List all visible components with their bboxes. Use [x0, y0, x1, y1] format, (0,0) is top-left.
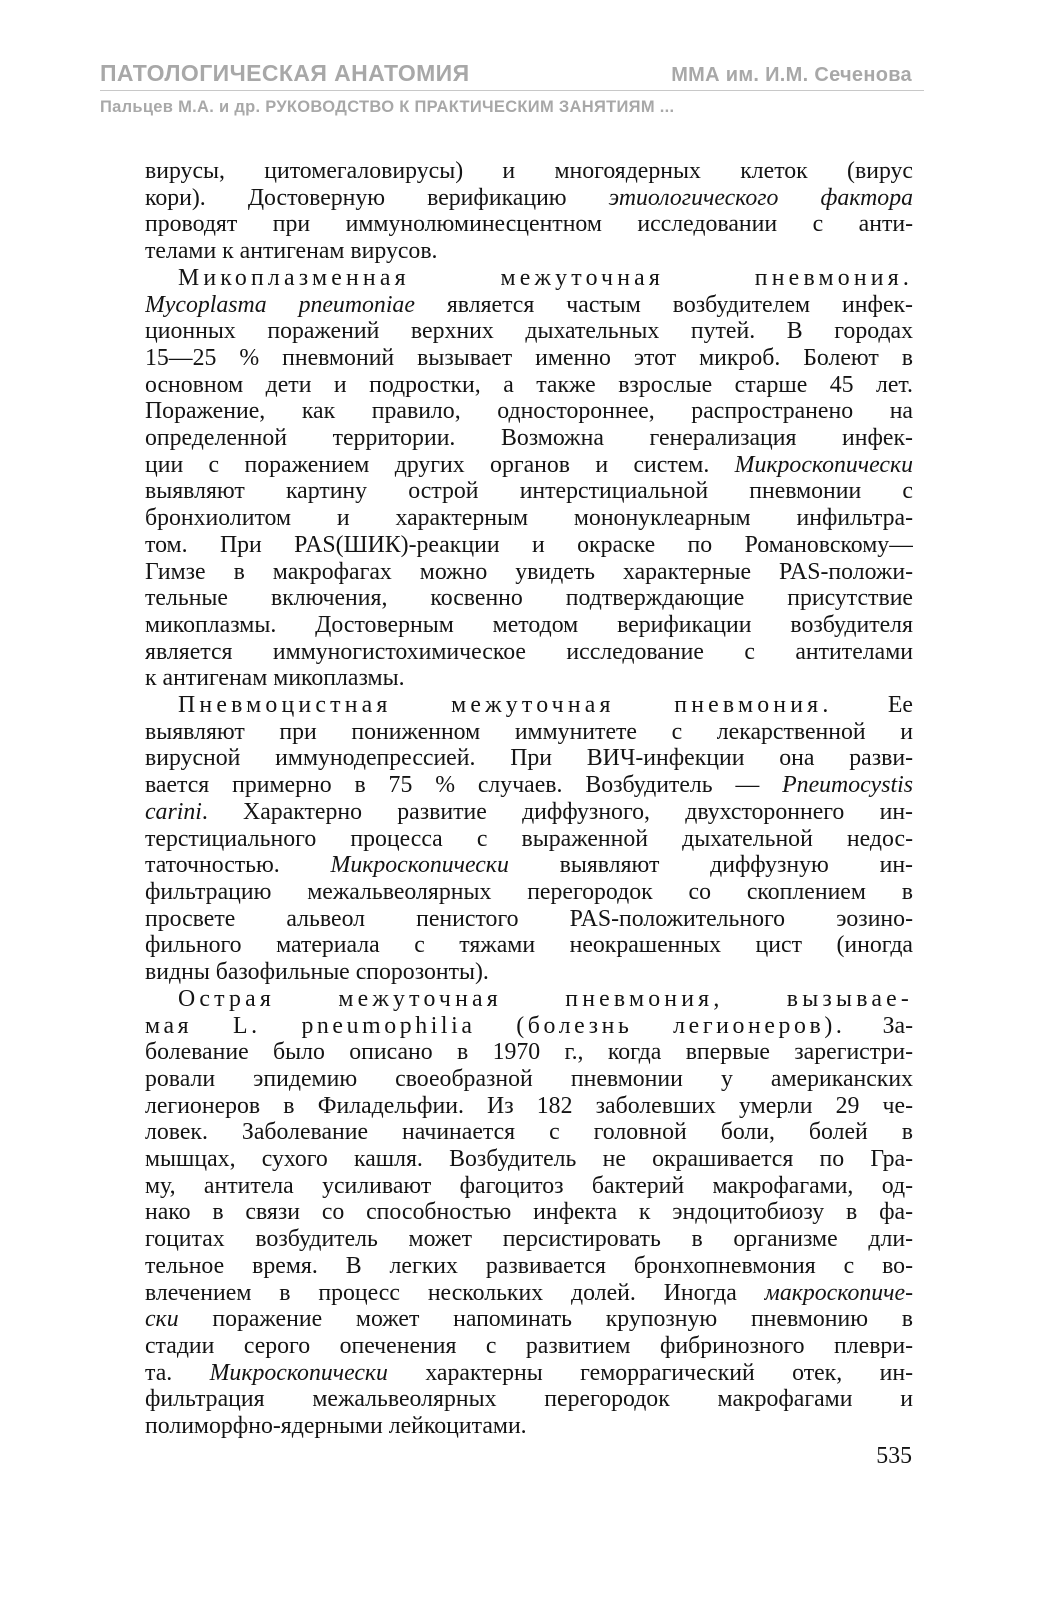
- text-line: видны базофильные спорозонты).: [145, 959, 489, 986]
- text-line: выявляют при пониженном иммунитете с лекарственной и: [145, 718, 913, 745]
- emphasis: Микроскопически: [209, 1359, 388, 1386]
- emphasis: макроскопиче-: [764, 1279, 913, 1306]
- text-line: Mycoplasma pneumoniae является частым возбудителем инфек-: [145, 291, 913, 318]
- header-book-title: ПАТОЛОГИЧЕСКАЯ АНАТОМИЯ: [100, 60, 470, 86]
- text-line: влечением в процесс нескольких долей. Иногда макроскопиче-: [145, 1279, 913, 1306]
- text-line: таточностью. Микроскопически выявляют диффузную ин-: [145, 852, 913, 879]
- text-line: ловек. Заболевание начинается с головной боли, болей в: [145, 1119, 913, 1146]
- emphasis: Pneumocystis: [782, 772, 913, 799]
- text-line: том. При PAS(ШИК)-реакции и окраске по Романовскому—: [145, 531, 913, 558]
- text-line: фильтрация межальвеолярных перегородок макрофагами и: [145, 1386, 913, 1413]
- text-line: мышцах, сухого кашля. Возбудитель не окрашивается по Гра-: [145, 1146, 913, 1173]
- running-header: [100, 60, 912, 87]
- text-line: кори). Достоверную верификацию этиологического фактора: [145, 184, 913, 211]
- header-institution: ММА им. И.М. Сеченова: [671, 64, 912, 86]
- text-line: проводят при иммунолюминесцентном исследовании с анти-: [145, 211, 913, 238]
- text-line: основном дети и подростки, а также взрослые старше 45 лет.: [145, 371, 913, 398]
- text-line: та. Микроскопически характерны геморрагический отек, ин-: [145, 1359, 913, 1386]
- text-line: стадии серого опеченения с развитием фибринозного плеври-: [145, 1332, 913, 1359]
- emphasis: ски: [145, 1306, 179, 1333]
- text-line: к антигенам микоплазмы.: [145, 665, 405, 692]
- text-line: нако в связи со способностью инфекта к эндоцитобиозу в фа-: [145, 1199, 913, 1226]
- text-line: 15—25 % пневмоний вызывает именно этот микроб. Болеют в: [145, 344, 913, 371]
- page-body: [145, 158, 913, 1440]
- header-divider: [100, 90, 924, 91]
- text-line: carini. Характерно развитие диффузного, двухстороннего ин-: [145, 798, 913, 825]
- text-line: определенной территории. Возможна генерализация инфек-: [145, 425, 913, 452]
- text-line: бронхиолитом и характерным мононуклеарным инфильтра-: [145, 505, 913, 532]
- text-line: тельное время. В легких развивается бронхопневмония с во-: [145, 1252, 913, 1279]
- text-line: ски поражение может напоминать крупозную пневмонию в: [145, 1306, 913, 1333]
- emphasis: carini: [145, 798, 202, 825]
- text-line: мая L. pneumophilia (болезнь легионеров). За-: [145, 1012, 913, 1039]
- text-line: легионеров в Филадельфии. Из 182 заболевших умерли 29 че-: [145, 1092, 913, 1119]
- text-line: фильтрацию межальвеолярных перегородок со скоплением в: [145, 878, 913, 905]
- text-line: гоцитах возбудитель может персистировать в организме дли-: [145, 1226, 913, 1253]
- text-line: микоплазмы. Достоверным методом верификации возбудителя: [145, 611, 913, 638]
- text-line: терстициального процесса с выраженной дыхательной недос-: [145, 825, 913, 852]
- text-line: ровали эпидемию своеобразной пневмонии у американских: [145, 1065, 913, 1092]
- text-line: ции с поражением других органов и систем. Микроскопически: [145, 451, 913, 478]
- emphasis: Микроскопически: [734, 451, 913, 478]
- section-heading-legionella: Острая межуточная пневмония, вызывае-: [178, 985, 913, 1012]
- text-line: выявляют картину острой интерстициальной пневмонии с: [145, 478, 913, 505]
- text-line: вается примерно в 75 % случаев. Возбудитель — Pneumocystis: [145, 772, 913, 799]
- text-line: вирусы, цитомегаловирусы) и многоядерных клеток (вирус: [145, 158, 913, 184]
- text-line: Поражение, как правило, одностороннее, распространено на: [145, 398, 913, 425]
- page-number: 535: [876, 1443, 912, 1469]
- section-heading-pneumocystis: Пневмоцистная межуточная пневмония. Ее: [178, 692, 913, 719]
- emphasis: Mycoplasma pneumoniae: [145, 291, 415, 318]
- emphasis: этиологического фактора: [608, 184, 913, 211]
- text-line: тельные включения, косвенно подтверждающие присутствие: [145, 585, 913, 612]
- text-line: полиморфно-ядерными лейкоцитами.: [145, 1413, 527, 1440]
- text-line: фильного материала с тяжами неокрашенных цист (иногда: [145, 932, 913, 959]
- text-line: просвете альвеол пенистого PAS-положительного эозино-: [145, 905, 913, 932]
- section-heading-mycoplasma: Микоплазменная межуточная пневмония.: [178, 264, 913, 291]
- text-line: ционных поражений верхних дыхательных путей. В городах: [145, 318, 913, 345]
- text-line: му, антитела усиливают фагоцитоз бактерий макрофагами, од-: [145, 1172, 913, 1199]
- text-line: телами к антигенам вирусов.: [145, 238, 438, 265]
- text-line: является иммуногистохимическое исследование с антителами: [145, 638, 913, 665]
- text-line: Гимзе в макрофагах можно увидеть характерные PAS-положи-: [145, 558, 913, 585]
- header-subtitle: Пальцев М.А. и др. РУКОВОДСТВО К ПРАКТИЧЕСКИМ ЗАНЯТИЯМ ...: [100, 98, 675, 116]
- text-line: вирусной иммунодепрессией. При ВИЧ-инфекции она разви-: [145, 745, 913, 772]
- emphasis: Микроскопически: [330, 852, 509, 879]
- text-line: болевание было описано в 1970 г., когда впервые зарегистри-: [145, 1039, 913, 1066]
